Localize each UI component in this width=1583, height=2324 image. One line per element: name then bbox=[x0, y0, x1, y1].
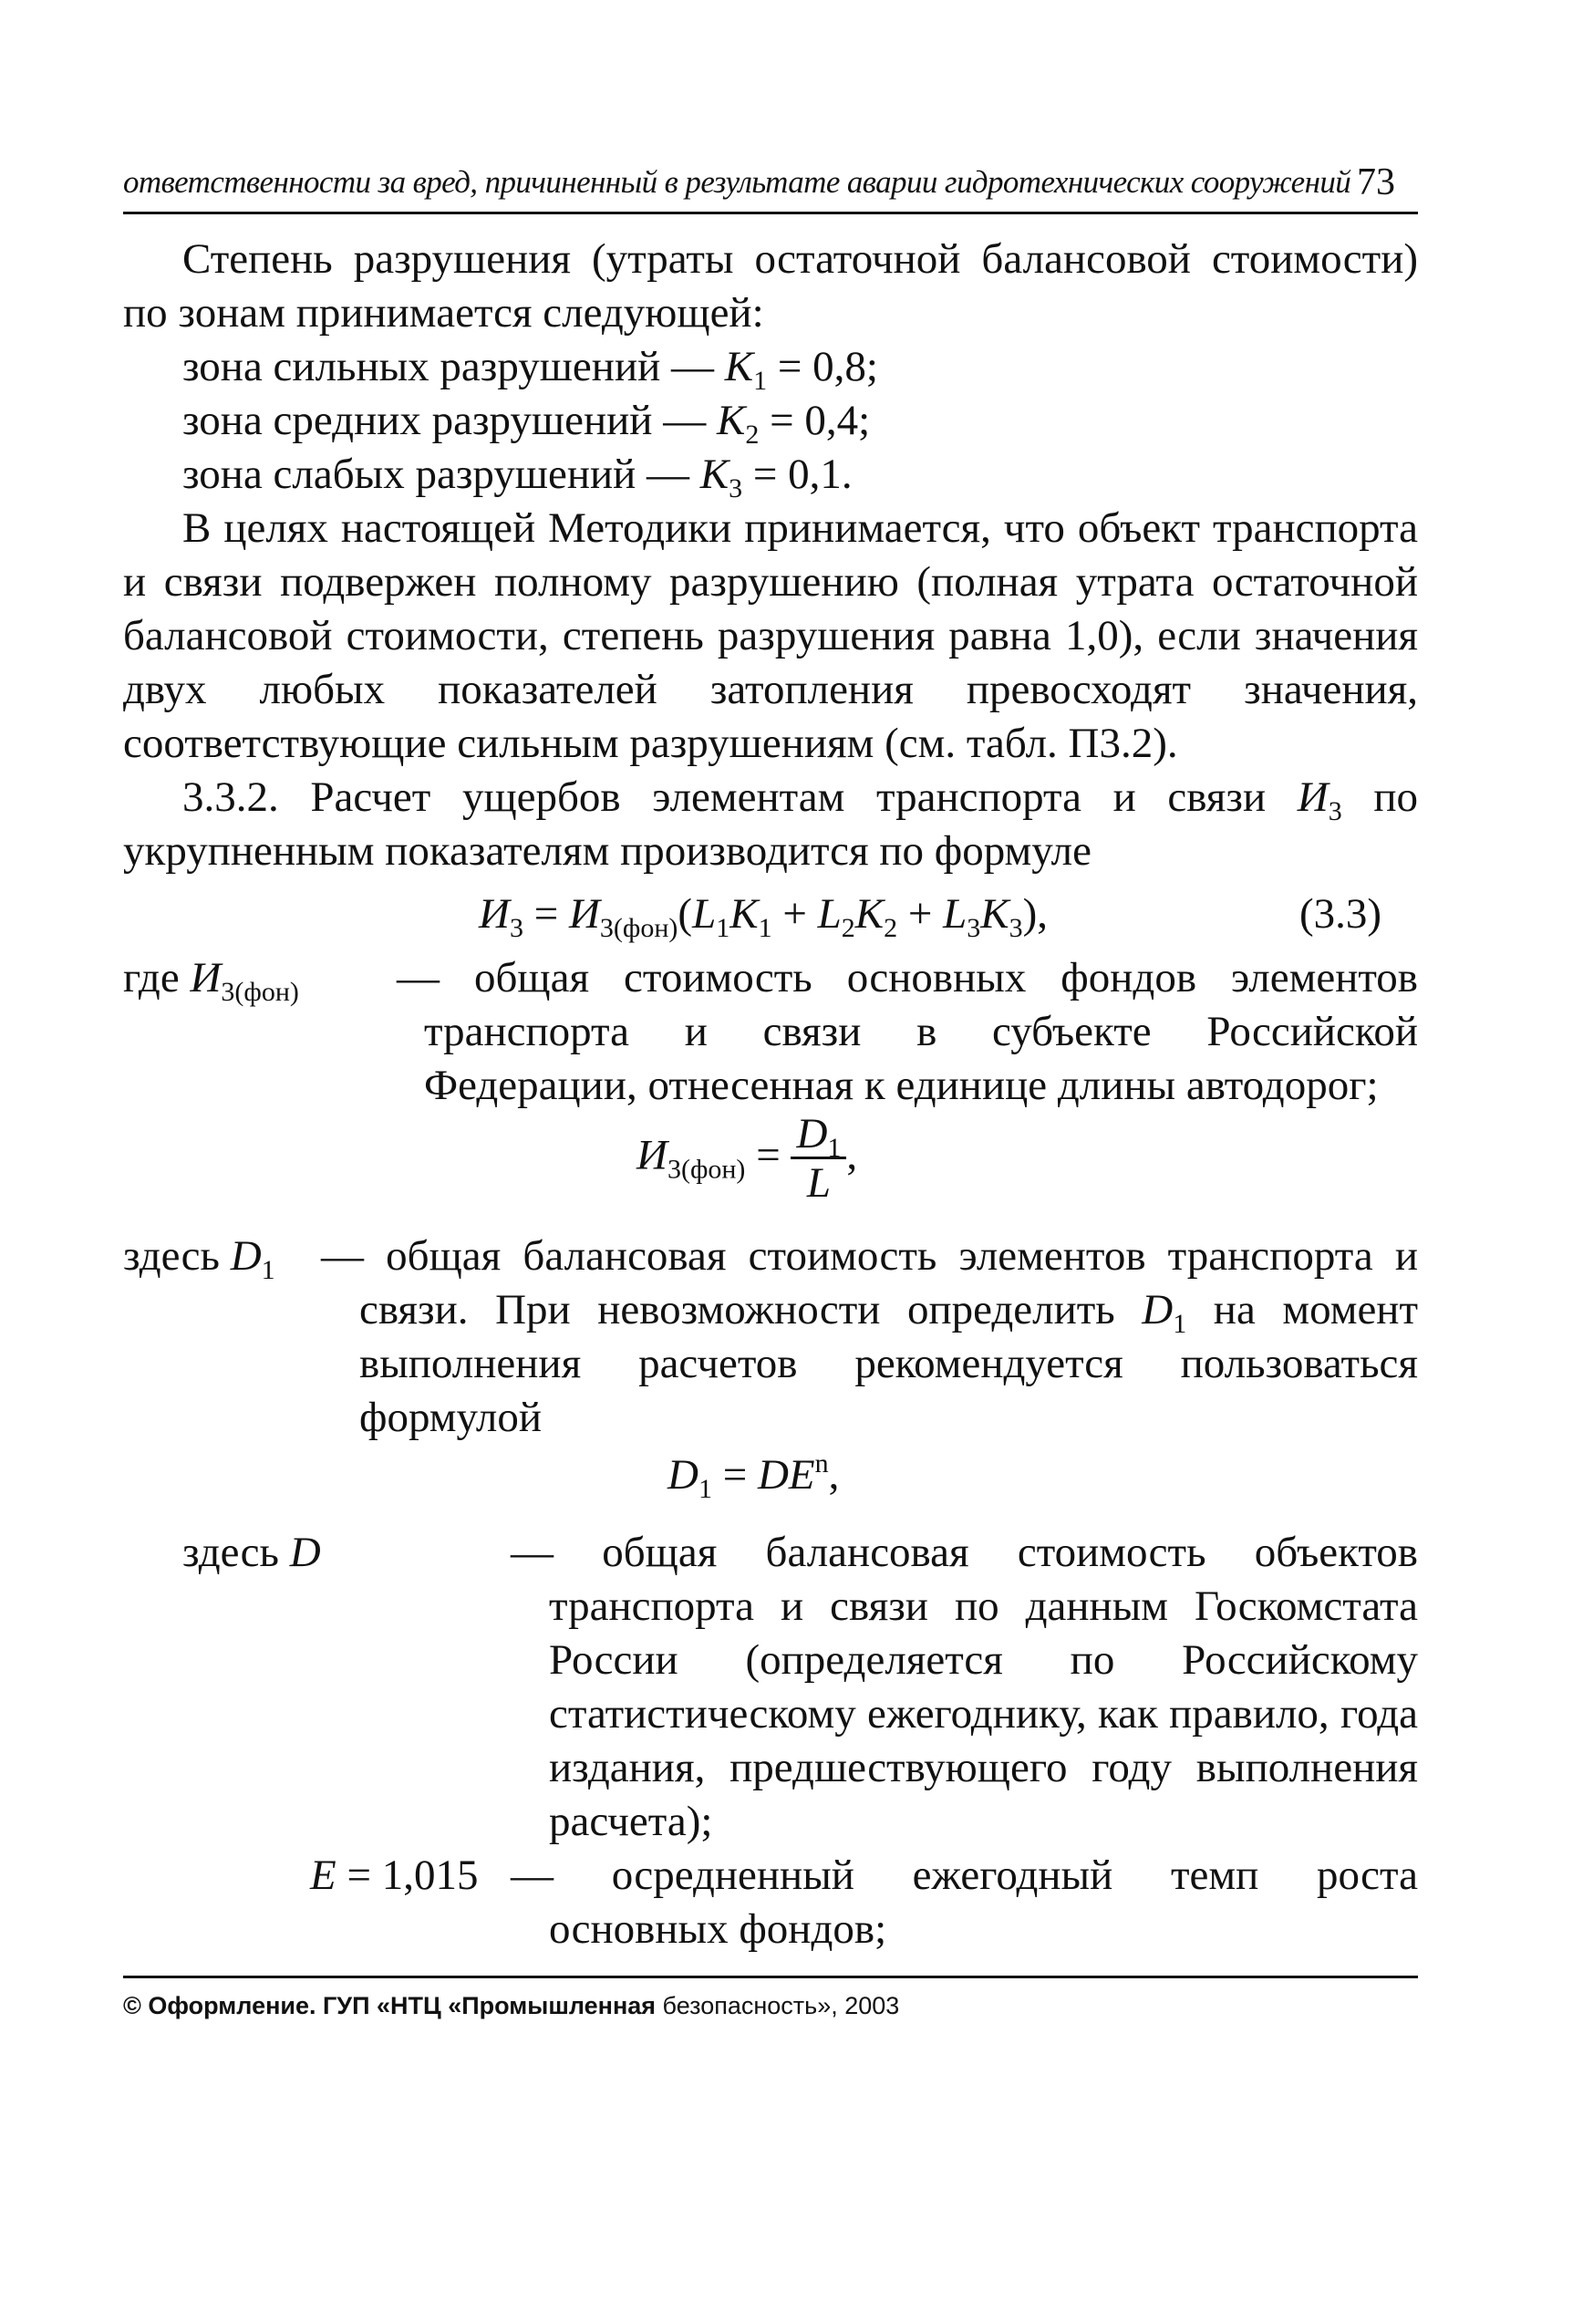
formula-plus: + bbox=[771, 890, 818, 938]
zone-sub: 1 bbox=[753, 366, 768, 396]
def-prefix: здесь bbox=[182, 1529, 290, 1576]
formula-open-paren: ( bbox=[678, 890, 693, 938]
formula-rhs-sub: 3(фон) bbox=[599, 913, 678, 943]
def-var: D bbox=[230, 1232, 262, 1280]
zone-label: зона средних разрушений — bbox=[182, 397, 717, 444]
section-text-after: по укрупненным показателям производится по формуле bbox=[123, 773, 1418, 875]
formula-lhs: D bbox=[667, 1451, 698, 1499]
running-header-title: ответственности за вред, причиненный в результате аварии гидротехнических сооружений bbox=[123, 164, 1351, 200]
zone-weak-line bbox=[182, 448, 853, 502]
zone-var: K bbox=[724, 343, 754, 390]
def-var: E bbox=[310, 1852, 336, 1899]
def-d1-label bbox=[123, 1229, 275, 1283]
footer-bold: © Оформление. ГУП «НТЦ «Промышленная bbox=[123, 1992, 657, 2019]
section-var-sub: 3 bbox=[1328, 796, 1342, 826]
formula-close-paren: ), bbox=[1022, 890, 1048, 938]
footer-copyright bbox=[123, 1992, 899, 2020]
fraction-denominator bbox=[791, 1159, 846, 1207]
def-e-label bbox=[310, 1849, 478, 1903]
zone-medium-line bbox=[182, 394, 870, 448]
page-number: 73 bbox=[1357, 161, 1395, 203]
zone-value: = 0,8; bbox=[767, 343, 878, 390]
zone-value: = 0,4; bbox=[759, 397, 871, 444]
def-d1-inline-var: D bbox=[1142, 1286, 1174, 1333]
section-3-3-2-paragraph bbox=[123, 771, 1418, 878]
formula-term-sub: 2 bbox=[884, 913, 898, 943]
def-var: D bbox=[289, 1529, 321, 1576]
full-destruction-paragraph: В целях настоящей Методики принимается, что объект транспорта и связи подвержен полному разрушению (полная утрата остаточной балансовой стоимости, степень разрушения равна 1,0), если значения двух любых показателей затопления превосходят значения, соответствующие сильным разрушениям (см. табл. П3.2). bbox=[123, 504, 1418, 767]
formula-trail: , bbox=[846, 1131, 858, 1179]
def-ifon-description: — общая стоимость основных фондов элементов транспорта и связи в субъекте Российской Федерации, отнесенная к единице длины автодорог; bbox=[397, 954, 1418, 1109]
zone-sub: 2 bbox=[745, 420, 760, 450]
def-prefix: здесь bbox=[123, 1232, 231, 1280]
formula-term: L bbox=[817, 890, 842, 938]
formula-term: K bbox=[729, 890, 759, 938]
formula-lhs-sub: 3 bbox=[509, 913, 523, 943]
def-d1-text-after: на момент выполнения расчетов рекомендуется пользоваться формулой bbox=[359, 1286, 1418, 1441]
footer-normal: безопасность», 2003 bbox=[656, 1992, 900, 2019]
formula-ifon bbox=[636, 1111, 857, 1207]
def-d1-inline-sub: 1 bbox=[1173, 1309, 1187, 1339]
fraction bbox=[791, 1111, 846, 1207]
formula-term: K bbox=[980, 890, 1009, 938]
formula-lhs-sub: 1 bbox=[698, 1474, 712, 1504]
footer-rule bbox=[123, 1976, 1418, 1978]
formula-term-sub: 1 bbox=[758, 913, 772, 943]
def-var: И bbox=[190, 954, 222, 1001]
formula-d1 bbox=[667, 1448, 840, 1504]
formula-rhs-var: И bbox=[568, 890, 600, 938]
formula-eq: = bbox=[711, 1451, 758, 1499]
formula-term: L bbox=[943, 890, 967, 938]
def-ifon-label bbox=[123, 951, 299, 1005]
formula-lhs: И bbox=[479, 890, 510, 938]
def-prefix: где bbox=[123, 954, 191, 1001]
section-var: И bbox=[1297, 773, 1329, 821]
formula-plus: + bbox=[897, 890, 944, 938]
equation-number: (3.3) bbox=[1299, 890, 1382, 938]
formula-term-sub: 3 bbox=[1009, 913, 1023, 943]
zone-label: зона слабых разрушений — bbox=[182, 451, 700, 498]
zone-var: K bbox=[699, 451, 729, 498]
formula-term-sub: 1 bbox=[716, 913, 730, 943]
formula-trail: , bbox=[828, 1451, 840, 1499]
section-text-before: 3.3.2. Расчет ущербов элементам транспорта и связи bbox=[182, 773, 1298, 821]
formula-lhs-sub: 3(фон) bbox=[667, 1154, 746, 1185]
def-e-description: — осредненный ежегодный темп роста основных фондов; bbox=[511, 1852, 1418, 1953]
header-rule bbox=[123, 212, 1418, 214]
zone-sub: 3 bbox=[729, 473, 743, 503]
def-d-description: — общая балансовая стоимость объектов транспорта и связи по данным Госкомстата России (определяется по Российскому статистическому ежегоднику, как правило, года издания, предшествующего году выполнения расчета); bbox=[511, 1529, 1418, 1845]
zone-var: K bbox=[716, 397, 746, 444]
def-value: = 1,015 bbox=[336, 1852, 479, 1899]
zone-value: = 0,1. bbox=[742, 451, 853, 498]
fraction-numerator bbox=[791, 1110, 846, 1163]
def-d-label bbox=[182, 1526, 321, 1580]
formula-rhs-sup: n bbox=[814, 1448, 829, 1478]
formula-term: K bbox=[854, 890, 885, 938]
degree-intro-paragraph: Степень разрушения (утраты остаточной балансовой стоимости) по зонам принимается следующей: bbox=[123, 235, 1418, 337]
formula-lhs: И bbox=[636, 1131, 667, 1179]
formula-term-sub: 2 bbox=[841, 913, 855, 943]
formula-eq: = bbox=[745, 1131, 792, 1179]
numerator-sub: 1 bbox=[827, 1133, 842, 1163]
formula-3-3 bbox=[479, 889, 1048, 943]
formula-term-sub: 3 bbox=[967, 913, 981, 943]
formula-eq: = bbox=[522, 890, 569, 938]
def-d1-text-before: — общая балансовая стоимость элементов транспорта и связи. При невозможности определить bbox=[321, 1232, 1418, 1333]
formula-term: L bbox=[692, 890, 717, 938]
denominator-var: L bbox=[806, 1159, 831, 1207]
zone-label: зона сильных разрушений — bbox=[182, 343, 725, 390]
def-var-sub: 3(фон) bbox=[221, 977, 299, 1007]
numerator-var: D bbox=[796, 1110, 828, 1157]
def-d1-description bbox=[321, 1229, 1418, 1445]
def-var-sub: 1 bbox=[261, 1255, 275, 1285]
zone-strong-line bbox=[182, 340, 878, 394]
formula-rhs: DE bbox=[757, 1451, 815, 1499]
